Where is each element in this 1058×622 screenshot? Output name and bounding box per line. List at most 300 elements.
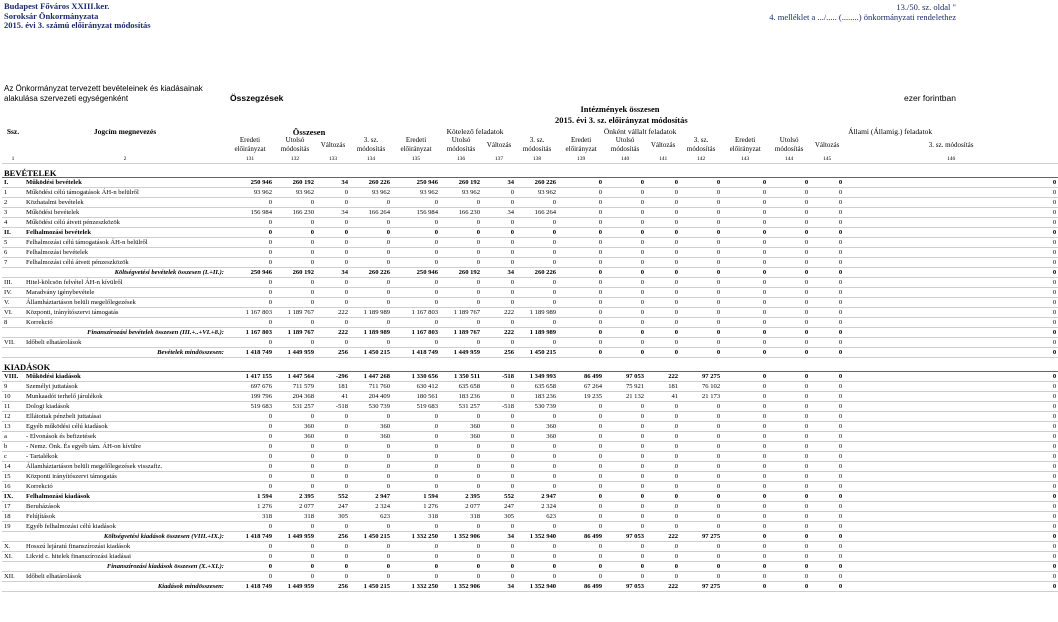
- row-value: 86 499: [558, 582, 604, 592]
- row-value: 1 594: [392, 492, 440, 502]
- table-row: [2, 288, 1058, 298]
- row-value: 0: [844, 582, 1058, 592]
- row-value: 0: [604, 432, 646, 442]
- row-value: 1 167 803: [392, 328, 440, 338]
- row-value: 97 053: [604, 532, 646, 542]
- row-value: 1 276: [226, 502, 274, 512]
- row-label: Beruházások: [24, 502, 226, 512]
- row-value: 0: [604, 512, 646, 522]
- row-value: 0: [350, 462, 392, 472]
- row-value: 0: [558, 318, 604, 328]
- row-value: 0: [646, 338, 680, 348]
- row-value: 0: [646, 348, 680, 358]
- row-value: 0: [558, 432, 604, 442]
- row-label: Ellátottak pénzbeli juttatásai: [24, 412, 226, 422]
- row-value: 0: [844, 482, 1058, 492]
- row-value: 360: [440, 432, 482, 442]
- row-ssz: VII.: [2, 338, 24, 348]
- row-value: 0: [226, 278, 274, 288]
- row-value: 97 053: [604, 372, 646, 382]
- row-label: Működési bevételek: [24, 208, 226, 218]
- title-line-2: alakulása szervezeti egységenként: [4, 93, 129, 103]
- row-value: 1 332 250: [392, 532, 440, 542]
- row-value: 0: [392, 472, 440, 482]
- row-value: 0: [810, 432, 844, 442]
- row-value: 0: [680, 452, 722, 462]
- row-value: 0: [646, 218, 680, 228]
- row-value: 0: [558, 572, 604, 582]
- row-ssz: XI.: [2, 552, 24, 562]
- table-row: [2, 178, 1058, 188]
- row-value: 0: [558, 208, 604, 218]
- row-value: 0: [316, 228, 350, 238]
- row-value: 0: [844, 278, 1058, 288]
- row-value: 0: [558, 492, 604, 502]
- row-value: 0: [274, 338, 316, 348]
- row-label: Likvid c. hitelek finanszírozási kiadásai: [24, 552, 226, 562]
- column-number: 139: [558, 154, 604, 164]
- row-value: 0: [226, 562, 274, 572]
- row-value: 0: [646, 572, 680, 582]
- row-value: 0: [722, 522, 768, 532]
- row-label: Költségvetési kiadások összesen (VIII.+IX.):: [24, 532, 226, 542]
- row-value: 0: [558, 512, 604, 522]
- table-row: [2, 218, 1058, 228]
- row-value: 0: [810, 382, 844, 392]
- row-value: 0: [844, 318, 1058, 328]
- table-row: [2, 452, 1058, 462]
- row-value: 0: [810, 422, 844, 432]
- row-value: 0: [810, 392, 844, 402]
- row-value: 0: [844, 412, 1058, 422]
- row-value: 0: [274, 522, 316, 532]
- row-value: 0: [810, 298, 844, 308]
- row-value: 0: [440, 238, 482, 248]
- row-value: 0: [316, 258, 350, 268]
- row-value: 0: [440, 412, 482, 422]
- row-value: 697 676: [226, 382, 274, 392]
- row-value: 0: [392, 452, 440, 462]
- row-value: 0: [558, 348, 604, 358]
- organisation-header: [4, 2, 151, 31]
- row-value: 0: [482, 198, 516, 208]
- row-value: 204 409: [350, 392, 392, 402]
- row-value: 0: [604, 258, 646, 268]
- row-value: 0: [844, 452, 1058, 462]
- column-number: 138: [516, 154, 558, 164]
- column-number: 143: [722, 154, 768, 164]
- table-row: [2, 542, 1058, 552]
- row-ssz: 3: [2, 208, 24, 218]
- row-value: 0: [558, 278, 604, 288]
- row-value: 0: [392, 238, 440, 248]
- document-title: [4, 84, 203, 103]
- row-value: 34: [482, 532, 516, 542]
- row-value: 0: [844, 328, 1058, 338]
- row-value: 0: [646, 208, 680, 218]
- row-value: 0: [680, 552, 722, 562]
- row-value: 0: [680, 328, 722, 338]
- row-label: Államháztartáson belüli megelőlegezések: [24, 298, 226, 308]
- row-value: 0: [844, 348, 1058, 358]
- row-value: 0: [226, 198, 274, 208]
- row-value: 0: [516, 442, 558, 452]
- row-value: 0: [350, 198, 392, 208]
- row-value: 0: [768, 422, 810, 432]
- row-value: 2 947: [350, 492, 392, 502]
- row-value: 0: [722, 338, 768, 348]
- row-value: 0: [558, 288, 604, 298]
- row-value: 0: [316, 198, 350, 208]
- row-value: 0: [226, 542, 274, 552]
- row-value: 0: [810, 442, 844, 452]
- row-value: 0: [646, 328, 680, 338]
- row-ssz: 17: [2, 502, 24, 512]
- row-ssz: VI.: [2, 308, 24, 318]
- row-value: 0: [844, 248, 1058, 258]
- row-value: 0: [604, 562, 646, 572]
- table-row: [2, 442, 1058, 452]
- row-value: 0: [226, 228, 274, 238]
- row-value: 34: [316, 178, 350, 188]
- row-value: 256: [316, 582, 350, 592]
- row-value: 1 418 749: [392, 348, 440, 358]
- row-value: 181: [646, 382, 680, 392]
- row-value: 0: [722, 318, 768, 328]
- row-label: Államháztartáson belüli megelőlegezések visszafiz.: [24, 462, 226, 472]
- row-value: 0: [604, 492, 646, 502]
- row-value: 0: [604, 542, 646, 552]
- row-value: 76 102: [680, 382, 722, 392]
- row-value: 0: [768, 532, 810, 542]
- row-value: 0: [768, 328, 810, 338]
- row-value: 623: [350, 512, 392, 522]
- row-value: 0: [646, 442, 680, 452]
- row-label: Dologi kiadások: [24, 402, 226, 412]
- row-value: 0: [482, 572, 516, 582]
- row-value: 250 946: [226, 268, 274, 278]
- row-value: 0: [646, 198, 680, 208]
- row-value: 0: [680, 298, 722, 308]
- row-ssz: XII.: [2, 572, 24, 582]
- row-value: 1 332 250: [392, 582, 440, 592]
- row-value: 0: [810, 178, 844, 188]
- row-ssz: [2, 348, 24, 358]
- row-value: 0: [680, 318, 722, 328]
- row-value: 0: [844, 178, 1058, 188]
- row-ssz: 13: [2, 422, 24, 432]
- row-value: 0: [316, 278, 350, 288]
- row-label: Egyéb működési célú kiadások: [24, 422, 226, 432]
- row-value: 0: [680, 422, 722, 432]
- row-value: 260 192: [274, 178, 316, 188]
- row-value: 0: [844, 258, 1058, 268]
- row-value: 0: [810, 188, 844, 198]
- row-value: 360: [516, 422, 558, 432]
- group-kotelezo: Kötelező feladatok: [446, 126, 504, 136]
- row-value: 0: [350, 258, 392, 268]
- row-value: 0: [722, 308, 768, 318]
- table-row: [2, 318, 1058, 328]
- row-label: Személyi juttatások: [24, 382, 226, 392]
- row-value: 0: [482, 442, 516, 452]
- row-ssz: II.: [2, 228, 24, 238]
- row-value: 0: [722, 298, 768, 308]
- row-value: 0: [722, 288, 768, 298]
- row-value: 1 189 767: [274, 308, 316, 318]
- row-label: Finanszírozási bevételek összesen (III.+..+VI.+8.):: [24, 328, 226, 338]
- row-value: 41: [316, 392, 350, 402]
- row-value: 0: [558, 298, 604, 308]
- row-value: 260 226: [350, 178, 392, 188]
- row-label: Működési célú átvett pénzeszközök: [24, 218, 226, 228]
- row-value: 0: [558, 442, 604, 452]
- row-value: 0: [482, 382, 516, 392]
- row-value: 0: [482, 218, 516, 228]
- row-value: 0: [844, 372, 1058, 382]
- row-value: 0: [274, 258, 316, 268]
- row-value: 1 418 749: [226, 532, 274, 542]
- row-value: 260 192: [274, 268, 316, 278]
- row-value: 1 449 959: [274, 348, 316, 358]
- row-value: 0: [604, 502, 646, 512]
- row-value: 0: [680, 462, 722, 472]
- row-value: 0: [810, 562, 844, 572]
- row-value: 0: [558, 482, 604, 492]
- row-value: 0: [768, 308, 810, 318]
- row-value: 0: [516, 572, 558, 582]
- row-value: 0: [810, 308, 844, 318]
- row-label: Felhalmozási célú átvett pénzeszközök: [24, 258, 226, 268]
- row-value: 0: [392, 278, 440, 288]
- row-value: 41: [646, 392, 680, 402]
- row-value: 260 226: [516, 268, 558, 278]
- row-value: 0: [680, 412, 722, 422]
- row-value: 0: [844, 298, 1058, 308]
- column-number: 137: [482, 154, 516, 164]
- row-value: 183 236: [440, 392, 482, 402]
- row-value: 0: [482, 288, 516, 298]
- column-number: 141: [646, 154, 680, 164]
- row-value: 0: [722, 422, 768, 432]
- row-value: 34: [482, 582, 516, 592]
- row-ssz: 11: [2, 402, 24, 412]
- row-value: 0: [680, 288, 722, 298]
- row-value: 0: [604, 572, 646, 582]
- row-value: 0: [810, 462, 844, 472]
- row-value: 0: [844, 208, 1058, 218]
- row-value: 0: [722, 432, 768, 442]
- row-value: 305: [316, 512, 350, 522]
- row-value: 0: [646, 562, 680, 572]
- row-value: 0: [558, 502, 604, 512]
- row-value: 0: [440, 258, 482, 268]
- row-value: 0: [768, 238, 810, 248]
- row-value: 0: [558, 452, 604, 462]
- row-value: 0: [516, 542, 558, 552]
- row-value: 0: [722, 188, 768, 198]
- row-value: 0: [646, 542, 680, 552]
- row-value: 0: [558, 402, 604, 412]
- row-value: 247: [482, 502, 516, 512]
- row-value: 0: [558, 552, 604, 562]
- row-value: 0: [844, 472, 1058, 482]
- column-number: 133: [316, 154, 350, 164]
- row-value: 0: [768, 552, 810, 562]
- row-value: 711 760: [350, 382, 392, 392]
- row-value: 0: [722, 562, 768, 572]
- row-value: 67 264: [558, 382, 604, 392]
- table-row: [2, 278, 1058, 288]
- row-label: Felújítások: [24, 512, 226, 522]
- row-value: 318: [392, 512, 440, 522]
- row-value: 0: [316, 318, 350, 328]
- row-value: 0: [482, 392, 516, 402]
- row-value: 2 395: [274, 492, 316, 502]
- row-value: 1 350 511: [440, 372, 482, 382]
- table-row: [2, 248, 1058, 258]
- table-row: [2, 238, 1058, 248]
- row-value: 0: [604, 442, 646, 452]
- row-value: 0: [482, 422, 516, 432]
- row-value: 0: [646, 472, 680, 482]
- row-label: Működési kiadások: [24, 372, 226, 382]
- row-value: 0: [558, 422, 604, 432]
- row-value: 0: [768, 218, 810, 228]
- row-value: 1 167 803: [392, 308, 440, 318]
- row-value: 0: [810, 238, 844, 248]
- row-value: 0: [392, 442, 440, 452]
- row-value: 0: [768, 542, 810, 552]
- row-value: 0: [680, 522, 722, 532]
- row-value: 630 412: [392, 382, 440, 392]
- row-value: 0: [482, 258, 516, 268]
- row-value: 0: [722, 268, 768, 278]
- row-value: 0: [482, 542, 516, 552]
- row-label: Költségvetési bevételek összesen (I.+II.):: [24, 268, 226, 278]
- summary-label: Összegzések: [230, 93, 284, 103]
- row-value: 166 264: [350, 208, 392, 218]
- row-value: 0: [646, 228, 680, 238]
- row-value: 0: [604, 318, 646, 328]
- row-value: 0: [680, 512, 722, 522]
- column-number: 142: [680, 154, 722, 164]
- row-value: 97 275: [680, 582, 722, 592]
- row-value: 0: [350, 452, 392, 462]
- row-label: Közhatalmi bevételek: [24, 198, 226, 208]
- row-ssz: 16: [2, 482, 24, 492]
- row-value: 0: [440, 482, 482, 492]
- row-value: 0: [274, 298, 316, 308]
- row-value: 93 962: [440, 188, 482, 198]
- row-value: 0: [350, 412, 392, 422]
- subhead-utolso: Utolsó módosítás: [446, 136, 476, 153]
- row-value: 0: [440, 298, 482, 308]
- row-value: 531 257: [274, 402, 316, 412]
- row-value: 0: [722, 462, 768, 472]
- row-value: 530 739: [516, 402, 558, 412]
- row-value: 19 235: [558, 392, 604, 402]
- row-ssz: 14: [2, 462, 24, 472]
- row-value: 0: [810, 218, 844, 228]
- row-value: 0: [558, 562, 604, 572]
- table-row: [2, 512, 1058, 522]
- row-value: 260 192: [440, 268, 482, 278]
- row-value: 0: [768, 502, 810, 512]
- row-ssz: 18: [2, 512, 24, 522]
- row-value: 0: [392, 482, 440, 492]
- row-value: 0: [810, 412, 844, 422]
- row-value: 0: [768, 208, 810, 218]
- row-value: 0: [646, 188, 680, 198]
- row-value: 0: [722, 248, 768, 258]
- row-value: 0: [316, 238, 350, 248]
- row-value: 0: [844, 492, 1058, 502]
- row-value: 0: [440, 522, 482, 532]
- row-value: 0: [646, 178, 680, 188]
- row-value: 0: [722, 582, 768, 592]
- row-value: 0: [722, 552, 768, 562]
- row-value: 0: [680, 238, 722, 248]
- row-value: 0: [844, 512, 1058, 522]
- row-label: Központi, irányítószervi támogatás: [24, 308, 226, 318]
- row-value: 0: [604, 298, 646, 308]
- row-label: Maradvány igénybevétele: [24, 288, 226, 298]
- row-value: 0: [516, 278, 558, 288]
- row-label: Munkaadót terhelő járulékok: [24, 392, 226, 402]
- row-value: 0: [680, 258, 722, 268]
- row-value: 250 946: [226, 178, 274, 188]
- row-value: 0: [558, 258, 604, 268]
- row-value: 0: [646, 268, 680, 278]
- row-value: 0: [844, 522, 1058, 532]
- row-value: 0: [810, 582, 844, 592]
- row-value: 0: [646, 502, 680, 512]
- row-value: 0: [722, 572, 768, 582]
- row-value: 360: [350, 432, 392, 442]
- row-value: 0: [768, 348, 810, 358]
- row-value: 0: [274, 288, 316, 298]
- subhead-valtozas: Változás: [320, 140, 346, 149]
- row-value: 0: [558, 462, 604, 472]
- currency-note: ezer forintban: [904, 93, 956, 103]
- row-value: 0: [722, 348, 768, 358]
- row-value: 0: [226, 422, 274, 432]
- row-value: 0: [350, 522, 392, 532]
- row-value: 0: [722, 228, 768, 238]
- row-value: 0: [680, 188, 722, 198]
- row-value: 0: [722, 258, 768, 268]
- row-value: 0: [722, 238, 768, 248]
- row-ssz: 5: [2, 238, 24, 248]
- row-value: 0: [810, 522, 844, 532]
- row-value: 0: [722, 512, 768, 522]
- row-value: -518: [482, 402, 516, 412]
- row-value: 0: [722, 542, 768, 552]
- row-value: 0: [768, 402, 810, 412]
- row-value: 0: [316, 288, 350, 298]
- row-value: 1 418 749: [226, 582, 274, 592]
- row-value: 0: [810, 482, 844, 492]
- row-value: 0: [604, 238, 646, 248]
- row-value: 0: [392, 542, 440, 552]
- row-value: 0: [392, 522, 440, 532]
- row-value: 0: [226, 298, 274, 308]
- row-ssz: 9: [2, 382, 24, 392]
- org-line-1: Budapest Főváros XXIII.ker.: [4, 1, 110, 11]
- row-value: 0: [392, 228, 440, 238]
- row-value: 0: [558, 522, 604, 532]
